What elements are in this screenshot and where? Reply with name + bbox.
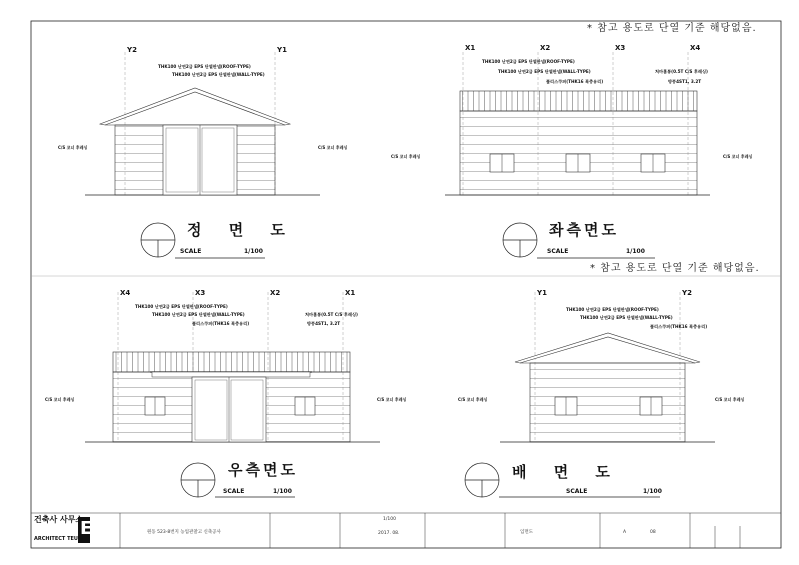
left-axis-x4: X4 <box>690 44 701 52</box>
front-callout-wall: THK100 난연2급 EPS 단열판넬(WALL-TYPE) <box>172 72 265 77</box>
rear-callout-wall: THK100 난연2급 EPS 단열판넬(WALL-TYPE) <box>580 315 673 320</box>
left-axis-x1: X1 <box>465 44 476 52</box>
project-name: 원동 523-8번지 농업관찰고 신축공사 <box>147 530 221 535</box>
left-callout-frame: 방풍4ST1, 3.2T <box>668 79 702 84</box>
right-axis-x2: X2 <box>270 289 281 297</box>
left-axis-x3: X3 <box>615 44 626 52</box>
drawing-name: 입면도 <box>520 530 534 535</box>
right-callout-frame: 방풍4ST1, 3.2T <box>307 321 341 326</box>
front-scale-value: 1/100 <box>244 248 263 255</box>
front-axis-y1: Y1 <box>277 46 287 54</box>
left-callout-roof: THK100 난연2급 EPS 단열판넬(ROOF-TYPE) <box>482 59 575 64</box>
insulation-note-top: * 참고 용도로 단열 기준 해당없음. <box>587 23 757 34</box>
right-axis-x4: X4 <box>120 289 131 297</box>
right-scale-value: 1/100 <box>273 488 292 495</box>
sheet-code: A <box>623 530 627 535</box>
rear-callout-roof: THK100 난연2급 EPS 단열판넬(ROOF-TYPE) <box>566 307 659 312</box>
rear-axis-y2: Y2 <box>682 289 692 297</box>
front-view-title: 정 면 도 <box>187 221 296 239</box>
rear-scale-label: SCALE <box>566 488 588 495</box>
rear-scale-value: 1/100 <box>643 488 662 495</box>
front-side-right: C/S 코너 후레싱 <box>318 145 348 150</box>
front-side-left: C/S 코너 후레싱 <box>58 145 88 150</box>
right-callout-wall: THK100 난연2급 EPS 단열판넬(WALL-TYPE) <box>152 312 245 317</box>
right-axis-x3: X3 <box>195 289 206 297</box>
drawing-scale: 1/100 <box>383 517 396 522</box>
left-view-title: 좌측면도 <box>549 221 619 239</box>
office-logo-english: ARCHITECT TEUM <box>34 536 83 542</box>
rear-side-right: C/S 코너 후레싱 <box>715 397 745 402</box>
right-axis-x1: X1 <box>345 289 356 297</box>
right-scale-label: SCALE <box>223 488 245 495</box>
sheet-number: 08 <box>650 530 656 535</box>
rear-axis-y1: Y1 <box>537 289 547 297</box>
insulation-note-mid: * 참고 용도로 단열 기준 해당없음. <box>590 263 760 274</box>
left-callout-wall: THK100 난연2급 EPS 단열판넬(WALL-TYPE) <box>498 69 591 74</box>
left-callout-gutter: 처마홈통(0.5T C/S 후레싱) <box>655 69 708 74</box>
drawing-date: 2017. 08. <box>378 531 400 536</box>
front-scale-label: SCALE <box>180 248 202 255</box>
front-axis-y2: Y2 <box>127 46 137 54</box>
right-callout-gutter: 처마홈통(0.5T C/S 후레싱) <box>305 312 358 317</box>
right-view-title: 우측면도 <box>228 461 298 479</box>
office-logo-korean: 건축사 사무소 <box>34 515 84 524</box>
left-scale-value: 1/100 <box>626 248 645 255</box>
rear-view-title: 배 면 도 <box>512 463 621 481</box>
title-block <box>31 513 781 548</box>
right-callout-glass: 폴리스쿠퍼(THK16 복층유리) <box>192 321 250 326</box>
right-callout-roof: THK100 난연2급 EPS 단열판넬(ROOF-TYPE) <box>135 304 228 309</box>
left-callout-glass: 폴리스쿠퍼(THK16 복층유리) <box>546 79 604 84</box>
rear-side-left: C/S 코너 후레싱 <box>458 397 488 402</box>
right-side-right: C/S 코너 후레싱 <box>377 397 407 402</box>
front-callout-roof: THK100 난연2급 EPS 단열판넬(ROOF-TYPE) <box>158 64 251 69</box>
left-side-left: C/S 코너 후레싱 <box>391 154 421 159</box>
left-scale-label: SCALE <box>547 248 569 255</box>
rear-callout-glass: 폴리스쿠퍼(THK16 복층유리) <box>650 324 708 329</box>
office-logo-mark: E <box>80 518 93 539</box>
left-axis-x2: X2 <box>540 44 551 52</box>
right-side-left: C/S 코너 후레싱 <box>45 397 75 402</box>
left-side-right: C/S 코너 후레싱 <box>723 154 753 159</box>
